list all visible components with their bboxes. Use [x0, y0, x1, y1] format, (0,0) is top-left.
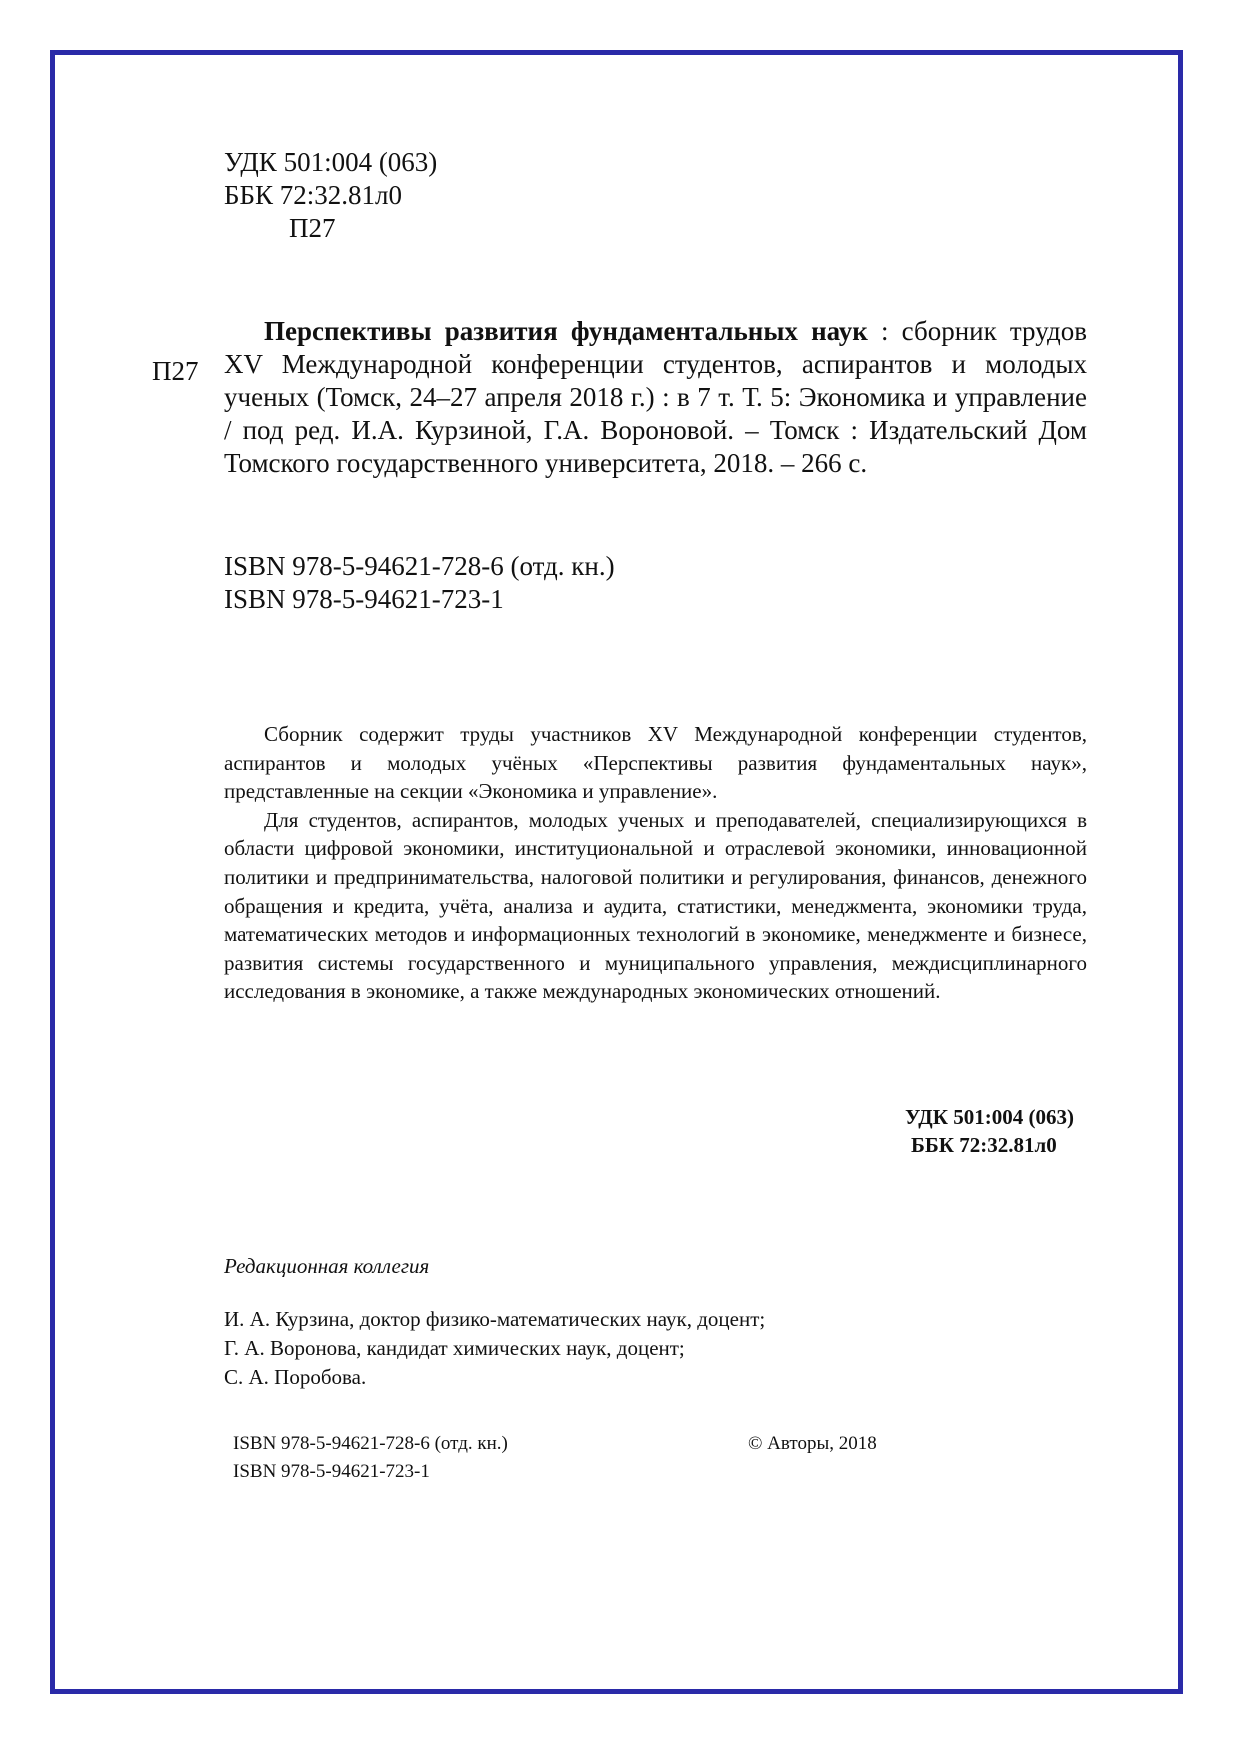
- isbn-set: ISBN 978-5-94621-723-1: [224, 584, 504, 614]
- footer-isbn-block: [233, 1430, 508, 1486]
- editorial-board-heading: Редакционная коллегия: [224, 1254, 430, 1278]
- bbk-code-bold: ББК 72:32.81л0: [911, 1133, 1057, 1157]
- author-mark: П27: [289, 213, 336, 243]
- annotation-paragraph-2: Для студентов, аспирантов, молодых ученых и преподавателей, специализирующихся в области цифровой экономики, институциональной и отраслевой экономики, инновационной политики и предпринимательства, налоговой политики и регулирования, финансов, денежного обращения и кредита, учёта, анализа и аудита, статистики, менеджмента, экономики труда, математических методов и информационных технологий в экономике, менеджменте и бизнесе, развития системы государственного и муниципального управления, междисциплинарного исследования в экономике, а также международных экономических отношений.: [224, 807, 1087, 1004]
- editor-item: С. А. Поробова.: [224, 1365, 367, 1389]
- book-title: Перспективы развития фундаментальных наук: [264, 316, 868, 346]
- bibliographic-details: : сборник трудов XV Международной конференции студентов, аспирантов и молодых ученых (Томск, 24–27 апреля 2018 г.) : в 7 т. Т. 5: Экономика и управление / под ред. И.А. Курзиной, Г.А. Вороновой. – Томск : Издательский Дом Томского государственного университета, 2018. – 266 с.: [224, 316, 1087, 478]
- udk-code: УДК 501:004 (063): [224, 147, 438, 177]
- editors-list: [224, 1305, 765, 1392]
- classification-block-bold: [905, 1103, 1074, 1159]
- editor-item: И. А. Курзина, доктор физико-математических наук, доцент;: [224, 1307, 766, 1331]
- copyright-notice: © Авторы, 2018: [748, 1433, 877, 1454]
- annotation-paragraph-1: Сборник содержит труды участников XV Международной конференции студентов, аспирантов и молодых учёных «Перспективы развития фундаментальных наук», представленные на секции «Экономика и управление».: [224, 722, 1087, 804]
- footer-isbn-set: ISBN 978-5-94621-723-1: [233, 1461, 430, 1482]
- udk-code-bold: УДК 501:004 (063): [905, 1105, 1074, 1129]
- side-author-mark: П27: [152, 356, 199, 386]
- editor-item: Г. А. Воронова, кандидат химических наук, доцент;: [224, 1336, 685, 1360]
- bibliographic-description: [224, 315, 1087, 480]
- footer-isbn-section: ISBN 978-5-94621-728-6 (отд. кн.): [233, 1433, 508, 1454]
- classification-block: [224, 146, 437, 245]
- annotation: [224, 720, 1087, 1006]
- bbk-code: ББК 72:32.81л0: [224, 180, 402, 210]
- isbn-section: ISBN 978-5-94621-728-6 (отд. кн.): [224, 551, 615, 581]
- isbn-block: [224, 550, 615, 616]
